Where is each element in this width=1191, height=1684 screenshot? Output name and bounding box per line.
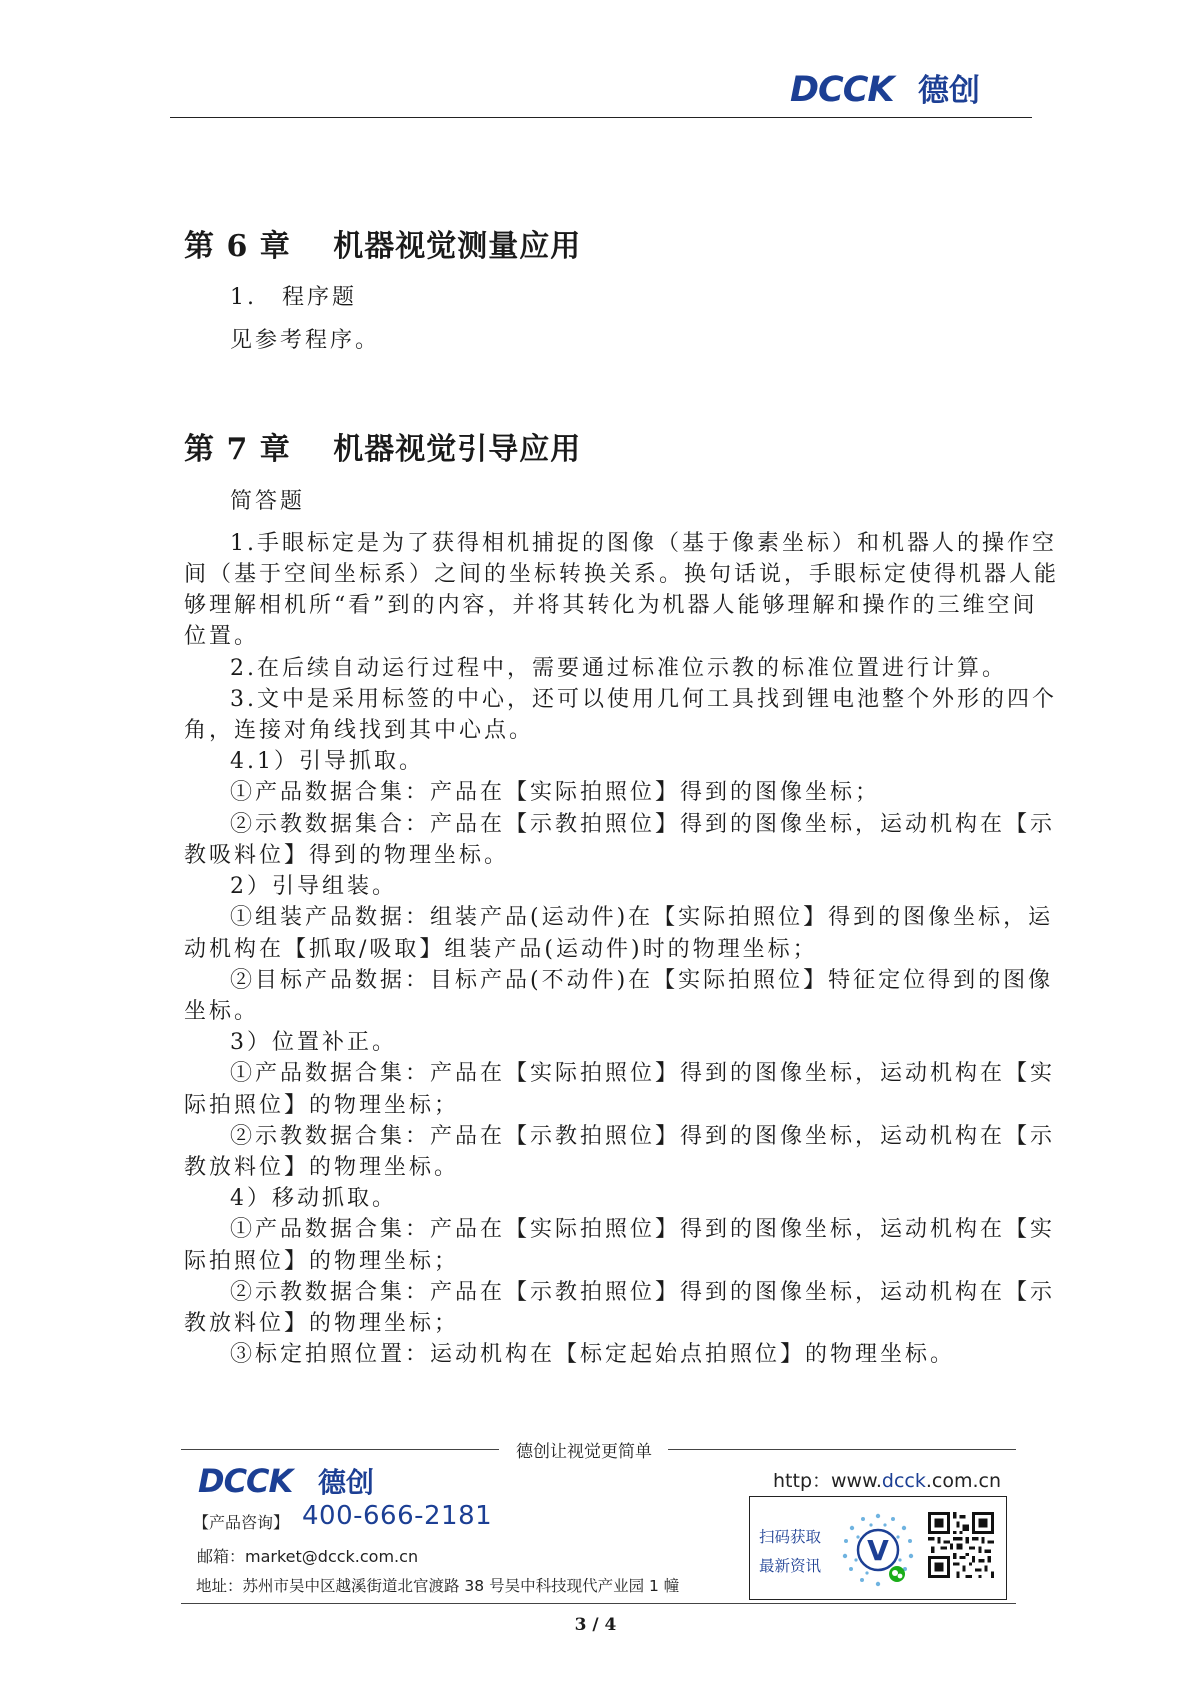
answer-line: 间（基于空间坐标系）之间的坐标转换关系。换句话说，手眼标定使得机器人能	[184, 562, 1060, 587]
header-logo-text: DCCK	[790, 70, 894, 106]
answer-line: ②示教数据合集：产品在【示教拍照位】得到的图像坐标，运动机构在【示	[230, 1124, 1056, 1149]
footer-bottom-rule	[181, 1603, 1016, 1604]
answer-line: 坐标。	[184, 999, 260, 1024]
header-rule	[170, 117, 1032, 118]
footer-divider-left	[181, 1449, 499, 1450]
answer-line: 动机构在【抓取/吸取】组装产品(运动件)时的物理坐标；	[184, 937, 818, 962]
chapter-7-question-heading: 简答题	[230, 489, 306, 514]
hotline-number: 400-666-2181	[302, 1501, 493, 1531]
badge-letter: V	[867, 1534, 889, 1567]
answer-line: 教放料位】的物理坐标。	[184, 1155, 460, 1180]
qr-code-icon	[928, 1512, 994, 1578]
website-prefix: http：www.	[773, 1470, 882, 1492]
answer-line: 际拍照位】的物理坐标；	[184, 1093, 460, 1118]
answer-line: 位置。	[184, 624, 260, 649]
website-suffix: .com.cn	[925, 1470, 1002, 1492]
qr-caption-line-1: 扫码获取	[759, 1528, 822, 1546]
contact-address: 地址：苏州市吴中区越溪街道北官渡路 38 号吴中科技现代产业园 1 幢	[196, 1577, 680, 1595]
footer-logo-text: DCCK	[198, 1464, 293, 1496]
footer-dcck-logo	[198, 1464, 384, 1496]
answer-line: ①组装产品数据：组装产品(运动件)在【实际拍照位】得到的图像坐标，运	[230, 905, 1054, 930]
answer-line: 际拍照位】的物理坐标；	[184, 1249, 460, 1274]
qr-caption-line-2: 最新资讯	[759, 1557, 822, 1575]
header-logo-cn: 德创	[918, 73, 980, 106]
contact-email: 邮箱：market@dcck.com.cn	[197, 1547, 419, 1566]
answer-line: ②目标产品数据：目标产品(不动件)在【实际拍照位】特征定位得到的图像	[230, 968, 1054, 993]
answer-line: ②示教数据集合：产品在【示教拍照位】得到的图像坐标，运动机构在【示	[230, 812, 1056, 837]
header-dcck-logo	[790, 70, 988, 106]
vision-badge-icon	[838, 1510, 918, 1590]
answer-line: 教放料位】的物理坐标；	[184, 1311, 460, 1336]
answer-line: ③标定拍照位置：运动机构在【标定起始点拍照位】的物理坐标。	[230, 1342, 956, 1367]
website-domain: dcck	[881, 1470, 926, 1492]
answer-line: 1.手眼标定是为了获得相机捕捉的图像（基于像素坐标）和机器人的操作空	[230, 531, 1057, 556]
answer-line: 3.文中是采用标签的中心，还可以使用几何工具找到锂电池整个外形的四个	[230, 687, 1057, 712]
answer-line: ①产品数据合集：产品在【实际拍照位】得到的图像坐标；	[230, 780, 881, 805]
answer-line: ②示教数据合集：产品在【示教拍照位】得到的图像坐标，运动机构在【示	[230, 1280, 1056, 1305]
answer-line: 够理解相机所“看”到的内容，并将其转化为机器人能够理解和操作的三维空间	[184, 593, 1038, 618]
answer-line: 4.1）引导抓取。	[230, 749, 424, 774]
hotline-label: 【产品咨询】	[193, 1513, 290, 1532]
answer-line: 2.在后续自动运行过程中，需要通过标准位示教的标准位置进行计算。	[230, 656, 1007, 681]
qr-caption	[759, 1523, 821, 1581]
chapter-6-title: 第 6 章 机器视觉测量应用	[184, 229, 582, 264]
page-number: 3 / 4	[574, 1615, 617, 1635]
answer-line: 3）位置补正。	[230, 1030, 397, 1055]
answer-line: 2）引导组装。	[230, 874, 397, 899]
chapter-7-title: 第 7 章 机器视觉引导应用	[184, 432, 582, 467]
answer-line: ①产品数据合集：产品在【实际拍照位】得到的图像坐标，运动机构在【实	[230, 1061, 1056, 1086]
answer-line: 4）移动抓取。	[230, 1186, 397, 1211]
answer-line: ①产品数据合集：产品在【实际拍照位】得到的图像坐标，运动机构在【实	[230, 1217, 1056, 1242]
footer-slogan: 德创让视觉更简单	[516, 1442, 652, 1462]
answer-line: 角，连接对角线找到其中心点。	[184, 718, 535, 743]
footer-divider-right	[668, 1449, 1016, 1450]
website-url	[773, 1466, 1001, 1493]
chapter-6-answer: 见参考程序。	[230, 328, 381, 353]
footer-logo-cn: 德创	[318, 1466, 375, 1496]
answer-line: 教吸料位】得到的物理坐标。	[184, 843, 510, 868]
chapter-6-question-heading: 1. 程序题	[230, 285, 357, 310]
